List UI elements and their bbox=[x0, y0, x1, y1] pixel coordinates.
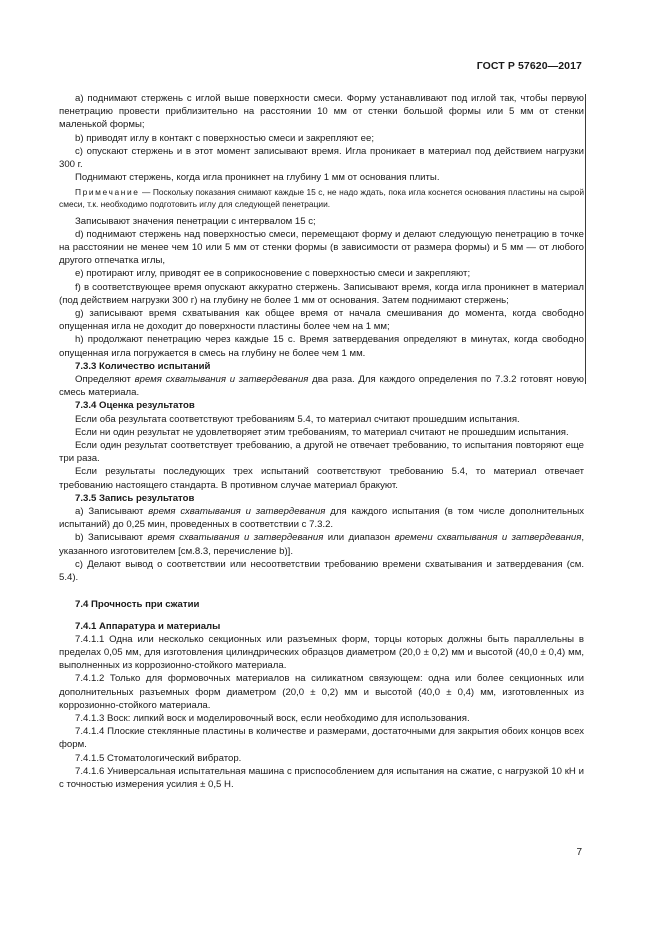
section-heading-7-4-1: 7.4.1 Аппаратура и материалы bbox=[75, 620, 221, 632]
page-number: 7 bbox=[576, 847, 582, 858]
paragraph: Если результаты последующих трех испытаний соответствуют требованию 5.4, то материал отвечает требованию настоящего стандарта. В противном случае материал бракуют. bbox=[59, 466, 584, 491]
paragraph: 7.4.1.6 Универсальная испытательная машина с приспособлением для испытания на сжатие, с нагрузкой 10 кН и с точностью измерения усилия ± 0,5 Н. bbox=[59, 765, 584, 790]
paragraph: Поднимают стержень, когда игла проникнет на глубину 1 мм от основания плиты. bbox=[75, 172, 440, 184]
text-run: а) Записывают bbox=[75, 506, 149, 518]
revision-change-bar bbox=[585, 94, 586, 384]
paragraph: 7.4.1.1 Одна или несколько секционных или разъемных форм, торцы которых должны быть параллельны в пределах 0,05 мм, для изготовления цилиндрических образцов диаметром (20,0 ± 0,2) мм и высотой (40,0 ± 0,4) мм, выполненных из коррозионно-стойкого материала. bbox=[59, 633, 584, 672]
text-run: , указанного изготовителем [см.8.3, перечисление b)]. bbox=[59, 532, 584, 557]
paragraph: e) протирают иглу, приводят ее в соприкосновение с поверхностью смеси и закрепляют; bbox=[75, 268, 471, 280]
paragraph: Если ни один результат не удовлетворяет этим требованиям, то материал считают не прошедшим испытания. bbox=[75, 426, 569, 438]
section-heading-7-3-4: 7.3.4 Оценка результатов bbox=[75, 400, 195, 412]
italic-term: время схватывания и затвердевания bbox=[134, 374, 309, 386]
paragraph: с) Делают вывод о соответствии или несоответствии требованию времени схватывания и затвердевания (см. 5.4). bbox=[59, 558, 584, 584]
paragraph: 7.4.1.4 Плоские стеклянные пластины в количестве и размерами, достаточными для закрытия обоих концов всех форм. bbox=[59, 726, 584, 751]
paragraph: а) поднимают стержень с иглой выше поверхности смеси. Форму устанавливают под иглой так, чтобы первую пенетрацию провести приблизительно на расстоянии 10 мм от стенки большой формы или 5 мм от стенки маленькой формы; bbox=[59, 93, 584, 131]
document-header: ГОСТ Р 57620—2017 bbox=[476, 60, 582, 72]
italic-term: время схватывания и затвердевания bbox=[147, 532, 324, 544]
paragraph: g) записывают время схватывания как общее время от начала смешивания до момента, когда свободно опущенная игла не доходит до поверхности пластины более чем на 1 мм; bbox=[59, 308, 584, 333]
paragraph: c) опускают стержень и в этот момент записывают время. Игла проникает в материал под действием нагрузки 300 г. bbox=[59, 145, 584, 171]
paragraph: Если оба результата соответствуют требованиям 5.4, то материал считают прошедшим испытания. bbox=[75, 413, 520, 425]
note bbox=[59, 187, 584, 210]
section-heading-7-3-3: 7.3.3 Количество испытаний bbox=[75, 360, 211, 372]
paragraph: h) продолжают пенетрацию через каждые 15 с. Время затвердевания определяют в минутах, когда свободно опущенная игла погружается в смесь на глубину не более чем 1 мм. bbox=[59, 334, 584, 359]
paragraph: Если один результат соответствует требованию, а другой не отвечает требованию, то испытания повторяют еще три раза. bbox=[59, 440, 584, 465]
paragraph: 7.4.1.5 Стоматологический вибратор. bbox=[75, 752, 242, 764]
paragraph bbox=[59, 531, 584, 557]
paragraph bbox=[59, 505, 584, 531]
text-run: или диапазон bbox=[323, 532, 395, 544]
text-run: для каждого испытания (в том числе дополнительных испытаний) до 0,25 мин, проведенных в соответствии с 7.3.2. bbox=[59, 506, 585, 531]
section-heading-7-4: 7.4 Прочность при сжатии bbox=[75, 599, 200, 611]
text-run: два раза. Для каждого определения по 7.3.2 готовят новую смесь материала. bbox=[59, 374, 584, 399]
paragraph: Записывают значения пенетрации с интервалом 15 с; bbox=[75, 215, 316, 227]
paragraph: b) приводят иглу в контакт с поверхностью смеси и закрепляют ее; bbox=[75, 132, 375, 144]
italic-term: времени схватывания и затвердевания bbox=[394, 532, 582, 544]
text-run: b) Записывают bbox=[75, 532, 148, 544]
note-text: — Поскольку показания снимают каждые 15 с, не надо ждать, пока игла коснется основания пластины на сырой смеси, т.к. необходимо подготовить иглу для следующей пенетрации. bbox=[59, 187, 584, 210]
note-label: Примечание bbox=[75, 187, 140, 198]
paragraph: 7.4.1.3 Воск: липкий воск и моделировочный воск, если необходимо для использования. bbox=[75, 712, 470, 724]
text-run: Определяют bbox=[75, 374, 135, 386]
page-body bbox=[59, 92, 584, 791]
paragraph: 7.4.1.2 Только для формовочных материалов на силикатном связующем: одна или более секционных или дополнительных разъемных форм диаметром (20,0 ± 0,2) мм и высотой (40,0 ± 0,4) мм, изготовленных из коррозионно-стойкого материала. bbox=[59, 673, 584, 711]
italic-term: время схватывания и затвердевания bbox=[148, 506, 326, 518]
paragraph bbox=[59, 373, 584, 399]
section-heading-7-3-5: 7.3.5 Запись результатов bbox=[75, 492, 195, 504]
paragraph: f) в соответствующее время опускают аккуратно стержень. Записывают время, когда игла проникнет в материал (под действием нагрузки 300 г) на глубину не более 1 мм от основания. Затем поднимают стержень; bbox=[59, 281, 584, 306]
paragraph: d) поднимают стержень над поверхностью смеси, перемещают форму и делают следующую пенетрацию в точке на расстоянии не менее чем 10 или 5 мм от стенки формы (в зависимости от размера формы) и 5 мм — от любого другого отпечатка иглы, bbox=[59, 228, 584, 267]
